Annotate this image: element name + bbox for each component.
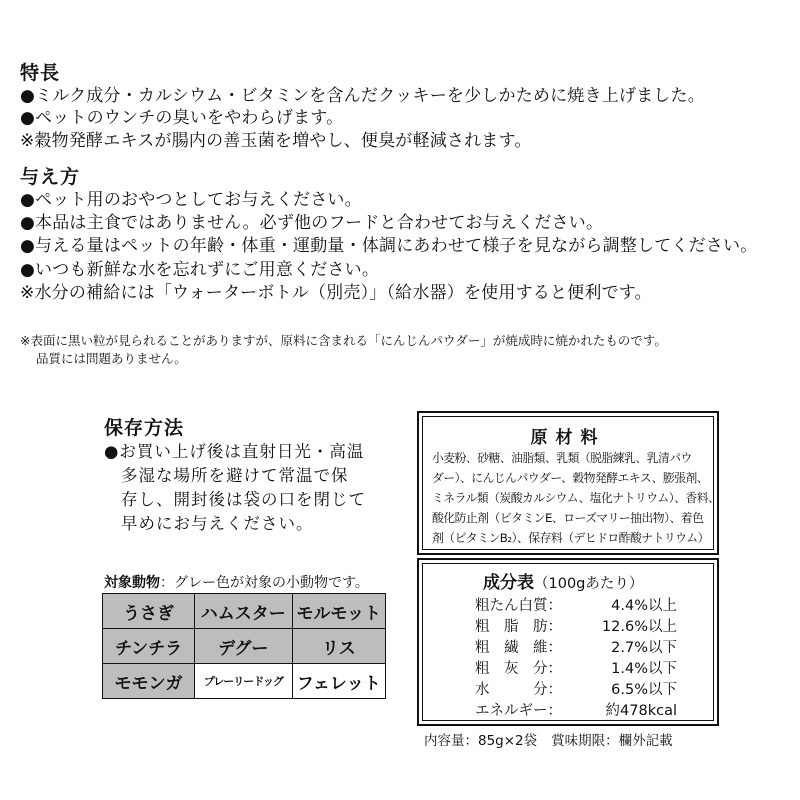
nutrition-box	[417, 558, 719, 726]
ingredients-box	[417, 411, 719, 555]
storage-line: 存し、開封後は袋の口を閉じて	[121, 490, 366, 509]
nutrition-value: 約478kcal	[605, 703, 677, 719]
nutrition-row	[475, 678, 677, 699]
animal-cell: デグー	[195, 629, 292, 664]
ingredients-line: ミネラル類（炭酸カルシウム、塩化ナトリウム）、香料、	[432, 491, 720, 505]
target-animals-table	[102, 593, 386, 699]
features-line: ●ペットのウンチの臭いをやわらげます。	[20, 108, 344, 128]
expiry-date: 賞味期限：欄外記載	[551, 733, 673, 749]
nutrition-value: 2.7%以下	[611, 640, 677, 656]
animal-cell: フェレット	[292, 664, 386, 699]
animal-cell: リス	[292, 629, 386, 664]
feeding-line: ※水分の補給には「ウォーターボトル（別売）」（給水器）を使用すると便利です。	[20, 283, 652, 303]
target-animals-caption	[104, 572, 369, 592]
package-info	[424, 729, 673, 749]
nutrition-row	[475, 636, 677, 657]
nutrition-row	[475, 615, 677, 636]
feeding-line: ●本品は主食ではありません。必ず他のフードと合わせてお与えください。	[20, 213, 604, 233]
animal-cell: プレーリードッグ	[195, 664, 292, 699]
nutrition-label: 粗 脂 肪：	[475, 619, 562, 635]
feeding-line: ●いつも新鮮な水を忘れずにご用意ください。	[20, 260, 380, 280]
notice-line: ※表面に黒い粒が見られることがありますが、原料に含まれる「にんじんパウダー」が焼成時に焼かれたものです。	[20, 333, 667, 348]
ingredients-line: 剤（ビタミンB₂）、保存料（デヒドロ酢酸ナトリウム）	[432, 531, 709, 545]
storage-line: 早めにお与えください。	[121, 514, 314, 533]
nutrition-heading-note: （100gあたり）	[534, 576, 644, 592]
animal-cell: モモンガ	[103, 664, 195, 699]
nutrition-row	[475, 699, 677, 720]
nutrition-title	[483, 568, 643, 593]
features-line: ●ミルク成分・カルシウム・ビタミンを含んだクッキーを少しかために焼き上げました。	[20, 86, 705, 106]
notice-line: 品質には問題ありません。	[36, 351, 187, 366]
nutrition-label: エネルギー：	[475, 703, 562, 719]
nutrition-label: 粗たん白質：	[475, 598, 562, 614]
target-animals-label: 対象動物	[104, 575, 160, 591]
nutrition-label: 粗 繊 維：	[475, 640, 562, 656]
ingredients-line: 酸化防止剤（ビタミンE、ローズマリー抽出物）、着色	[432, 511, 704, 525]
feeding-heading: 与え方	[20, 166, 81, 188]
nutrition-value: 1.4%以下	[611, 661, 677, 677]
nutrition-label: 水 分：	[475, 682, 562, 698]
feeding-line: ●与える量はペットの年齢・体重・運動量・体調にあわせて様子を見ながら調整してください。	[20, 236, 758, 256]
nutrition-row	[475, 657, 677, 678]
storage-heading: 保存方法	[104, 417, 185, 439]
ingredients-line: ダー）、にんじんパウダー、穀物発酵エキス、膨張剤、	[432, 471, 709, 485]
nutrition-label: 粗 灰 分：	[475, 661, 562, 677]
features-line: ※穀物発酵エキスが腸内の善玉菌を増やし、便臭が軽減されます。	[20, 131, 532, 151]
contents-amount: 内容量：85g×2袋	[424, 733, 538, 749]
storage-line: 多湿な場所を避けて常温で保	[121, 466, 349, 485]
animal-cell: うさぎ	[103, 594, 195, 629]
features-heading: 特長	[20, 62, 61, 84]
animals-row	[103, 594, 386, 629]
animal-cell: モルモット	[292, 594, 386, 629]
animals-row	[103, 629, 386, 664]
nutrition-value: 6.5%以下	[611, 682, 677, 698]
target-animals-note: ：グレー色が対象の小動物です。	[160, 575, 369, 591]
animal-cell: ハムスター	[195, 594, 292, 629]
nutrition-value: 12.6%以上	[601, 619, 677, 635]
nutrition-row	[475, 594, 677, 615]
storage-line: ●お買い上げ後は直射日光・高温	[104, 442, 365, 461]
animals-row	[103, 664, 386, 699]
ingredients-heading: 原材料	[530, 428, 606, 448]
animal-cell: チンチラ	[103, 629, 195, 664]
nutrition-heading: 成分表	[483, 573, 534, 593]
feeding-line: ●ペット用のおやつとしてお与えください。	[20, 190, 362, 210]
ingredients-line: 小麦粉、砂糖、油脂類、乳類（脱脂練乳、乳清パウ	[432, 451, 692, 465]
nutrition-value: 4.4%以上	[611, 598, 677, 614]
